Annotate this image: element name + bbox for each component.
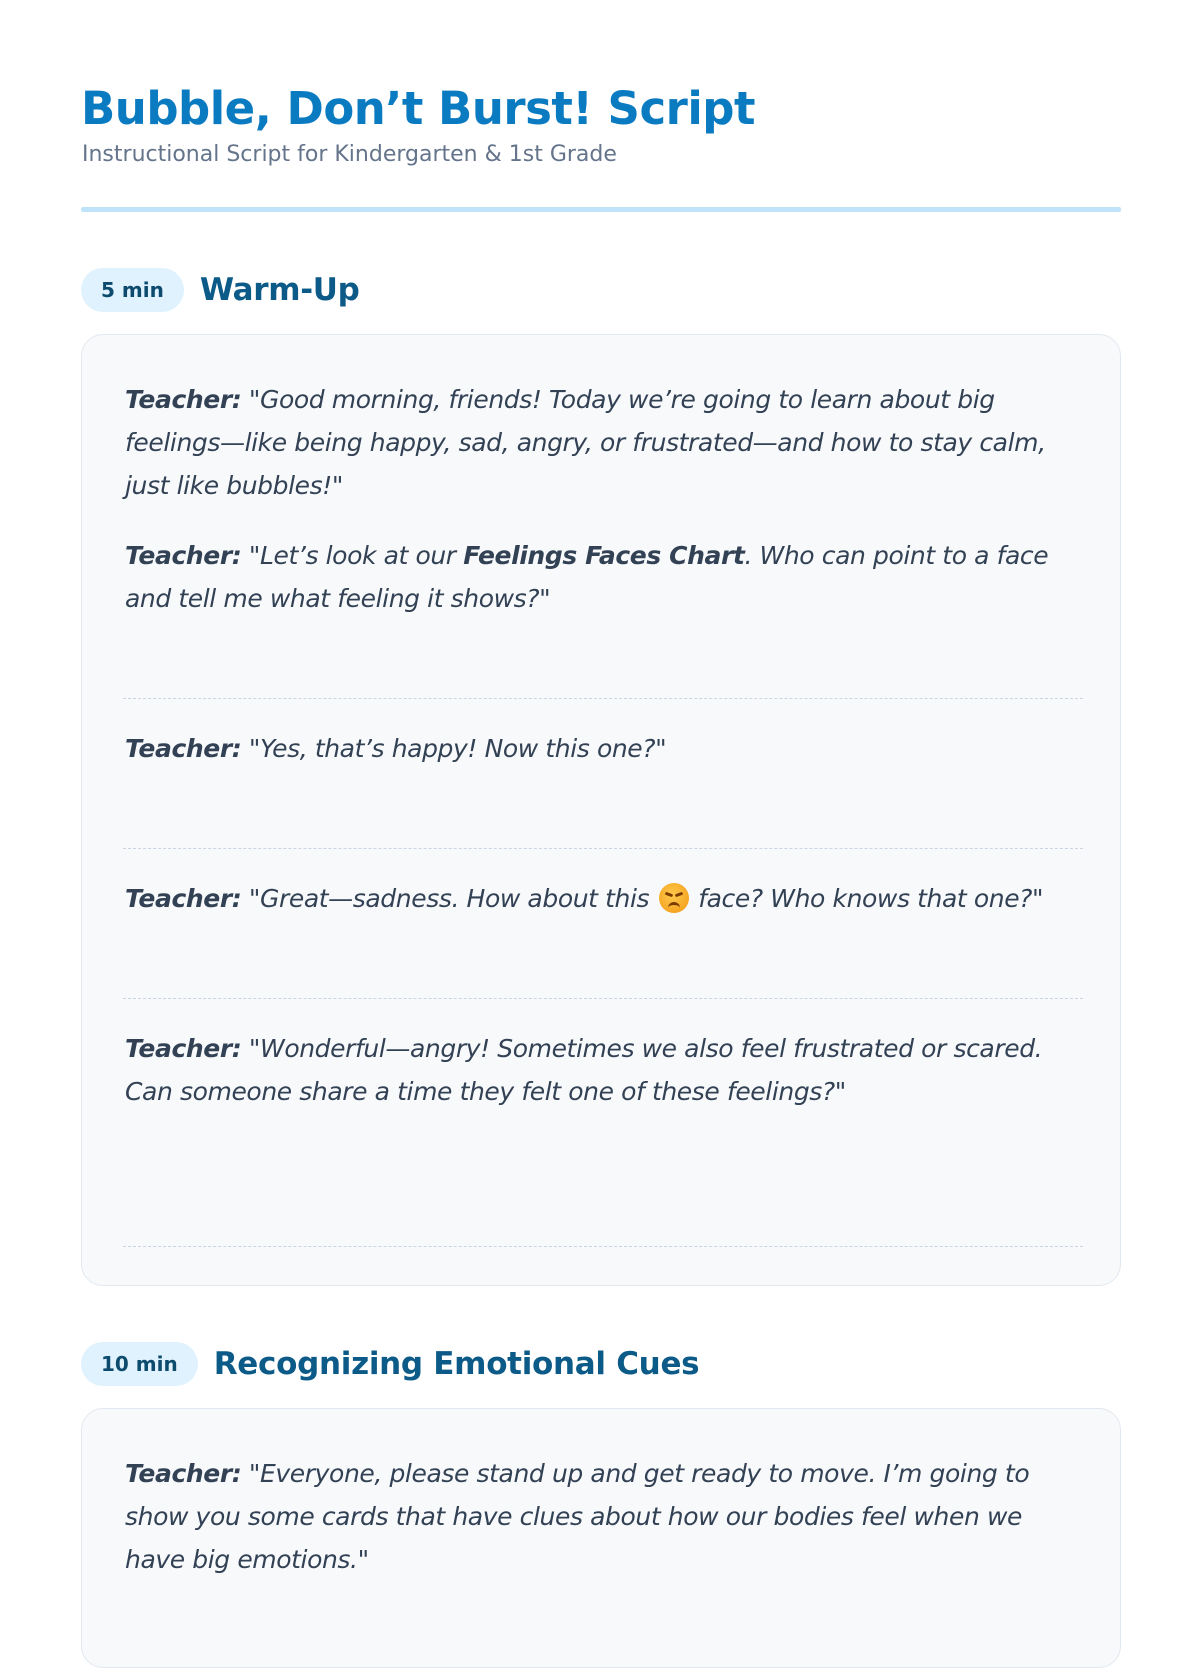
- dialogue-text: "Great—sadness. How about this: [248, 884, 657, 913]
- dialogue-text: "Wonderful—angry! Sometimes we also feel frustrated or scared. Can someone share a time they felt one of these feelings?": [125, 1034, 1043, 1106]
- section-heading-emotional-cues: [81, 1342, 699, 1386]
- response-divider: [123, 998, 1083, 999]
- script-card-warm-up: [81, 334, 1121, 1286]
- page-subtitle: Instructional Script for Kindergarten & 1st Grade: [82, 142, 617, 167]
- page-header: [81, 80, 1121, 170]
- dialogue-text: "Good morning, friends! Today we’re going to learn about big feelings—like being happy, sad, angry, or frustrated—and how to stay calm, just like bubbles!": [125, 385, 1046, 500]
- response-divider: [123, 1246, 1083, 1247]
- script-line: [125, 378, 1080, 507]
- dialogue-text: . Who can point to a face and tell me what feeling it shows?": [125, 541, 1049, 613]
- speaker-label: Teacher:: [125, 1459, 242, 1488]
- dialogue-text: face? Who knows that one?": [690, 884, 1044, 913]
- speaker-label: Teacher:: [125, 734, 242, 763]
- dialogue-text: "Let’s look at our: [248, 541, 464, 570]
- script-card-emotional-cues: [81, 1408, 1121, 1668]
- section-title: Warm-Up: [199, 272, 360, 308]
- speaker-label: Teacher:: [125, 1034, 242, 1063]
- script-line: [125, 727, 1080, 770]
- duration-badge: 10 min: [81, 1342, 198, 1386]
- response-divider: [123, 848, 1083, 849]
- feelings-chart-reference: Feelings Faces Chart: [463, 541, 745, 570]
- page-title: Bubble, Don’t Burst! Script: [81, 82, 755, 135]
- speaker-label: Teacher:: [125, 884, 242, 913]
- section-heading-warm-up: [81, 268, 360, 312]
- speaker-label: Teacher:: [125, 385, 242, 414]
- script-line: [125, 1027, 1080, 1113]
- response-divider: [123, 698, 1083, 699]
- section-title: Recognizing Emotional Cues: [213, 1346, 700, 1382]
- script-line: [125, 534, 1080, 620]
- angry-face-emoji-icon: [659, 883, 689, 913]
- script-line: [125, 1452, 1080, 1581]
- header-divider: [81, 207, 1121, 212]
- dialogue-text: "Everyone, please stand up and get ready to move. I’m going to show you some cards that have clues about how our bodies feel when we have big emotions.": [125, 1459, 1030, 1574]
- dialogue-text: "Yes, that’s happy! Now this one?": [248, 734, 667, 763]
- speaker-label: Teacher:: [125, 541, 242, 570]
- script-line: [125, 877, 1080, 920]
- duration-badge: 5 min: [81, 268, 184, 312]
